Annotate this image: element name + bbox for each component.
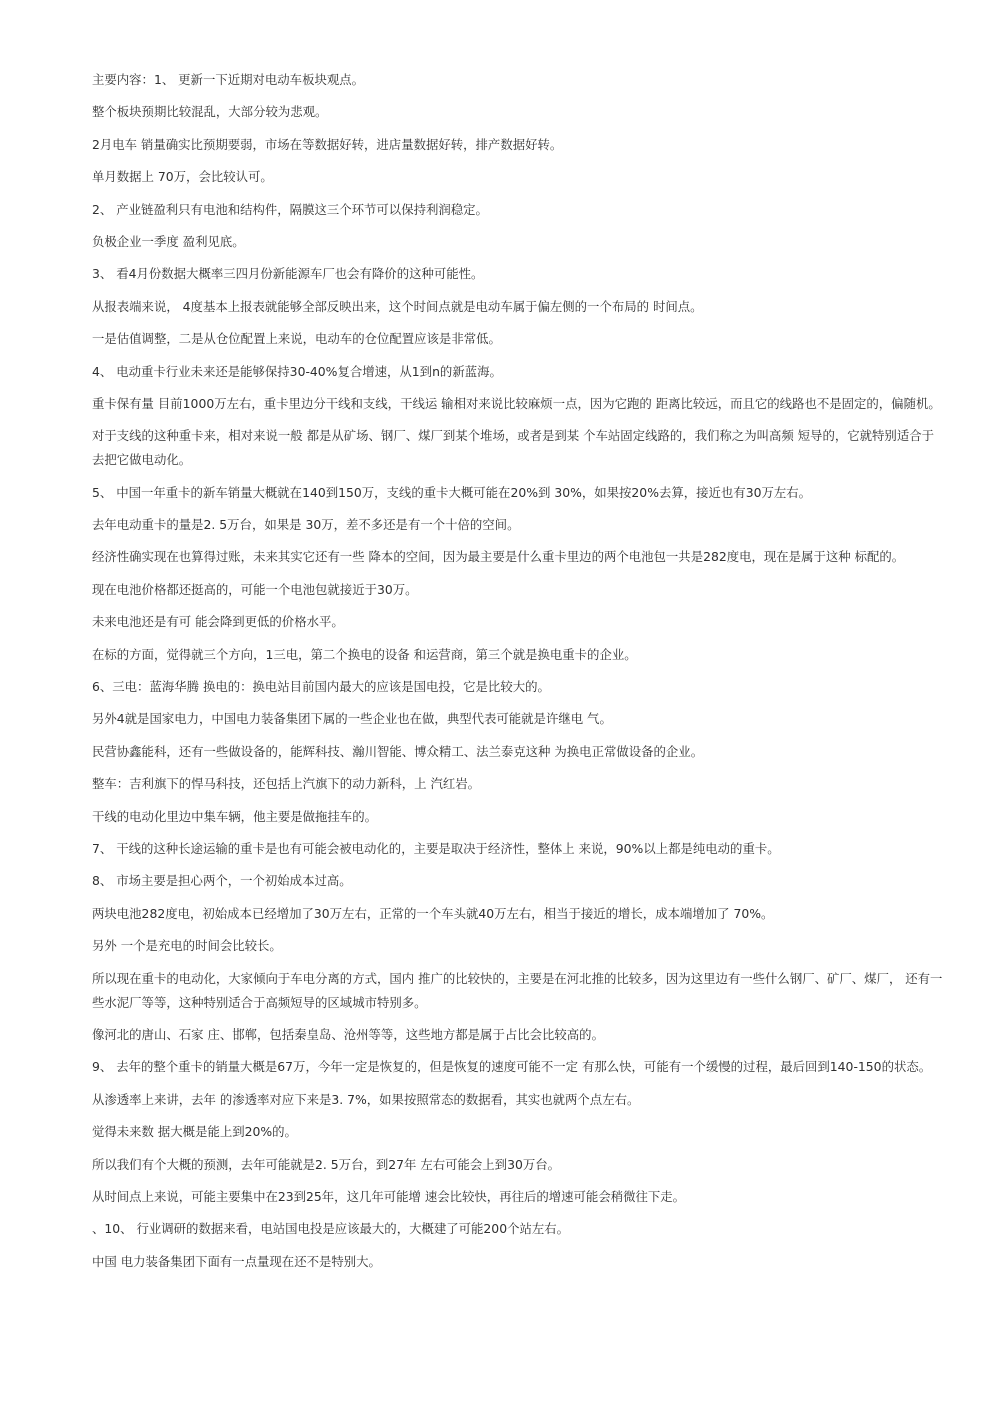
paragraph: 所以我们有个大概的预测，去年可能就是2. 5万台，到27年 左右可能会上到30万台。	[92, 1156, 561, 1172]
paragraph: 未来电池还是有可 能会降到更低的价格水平。	[92, 614, 344, 630]
paragraph: 负极企业一季度 盈利见底。	[92, 233, 245, 249]
paragraph: 重卡保有量 目前1000万左右，重卡里边分干线和支线，干线运 输相对来说比较麻烦一点，因为它跑的 距离比较远，而且它的线路也不是固定的，偏随机。	[92, 395, 941, 411]
paragraph: 单月数据上 70万，会比较认可。	[92, 169, 273, 185]
paragraph: 另外4就是国家电力，中国电力装备集团下属的一些企业也在做，典型代表可能就是许继电 气。	[92, 711, 612, 727]
paragraph: 4、 电动重卡行业未来还是能够保持30-40%复合增速，从1到n的新蓝海。	[92, 363, 502, 379]
paragraph: 像河北的唐山、石家 庄、邯郸，包括秦皇岛、沧州等等，这些地方都是属于占比会比较高的。	[92, 1026, 604, 1042]
paragraph: 经济性确实现在也算得过账，未来其实它还有一些 降本的空间，因为最主要是什么重卡里边的两个电池包一共是282度电，现在是属于这种 标配的。	[92, 549, 905, 565]
paragraph: 现在电池价格都还挺高的，可能一个电池包就接近于30万。	[92, 581, 418, 597]
paragraph: 从报表端来说， 4度基本上报表就能够全部反映出来，这个时间点就是电动车属于偏左侧的一个布局的 时间点。	[92, 298, 703, 314]
paragraph: 所以现在重卡的电动化，大家倾向于车电分离的方式，国内 推广的比较快的，主要是在河北推的比较多，因为这里边有一些什么钢厂、矿厂、煤厂， 还有一些水泥厂等等，这种特别适合于高频短导的区域城市特别多。	[92, 970, 943, 1010]
paragraph: 从渗透率上来讲，去年 的渗透率对应下来是3. 7%，如果按照常态的数据看，其实也就两个点左右。	[92, 1091, 640, 1107]
paragraph: 7、 干线的这种长途运输的重卡是也有可能会被电动化的，主要是取决于经济性，整体上 来说，90%以上都是纯电动的重卡。	[92, 840, 780, 856]
paragraph: 9、 去年的整个重卡的销量大概是67万，今年一定是恢复的，但是恢复的速度可能不一定 有那么快，可能有一个缓慢的过程，最后回到140-150的状态。	[92, 1059, 932, 1075]
paragraph: 从时间点上来说，可能主要集中在23到25年，这几年可能增 速会比较快，再往后的增速可能会稍微往下走。	[92, 1188, 686, 1204]
paragraph: 3、 看4月份数据大概率三四月份新能源车厂也会有降价的这种可能性。	[92, 266, 484, 282]
paragraph: 2、 产业链盈利只有电池和结构件，隔膜这三个环节可以保持利润稳定。	[92, 201, 488, 217]
paragraph: 觉得未来数 据大概是能上到20%的。	[92, 1124, 297, 1140]
paragraph: 另外 一个是充电的时间会比较长。	[92, 938, 282, 954]
paragraph: 整个板块预期比较混乱，大部分较为悲观。	[92, 104, 328, 120]
paragraph: 两块电池282度电，初始成本已经增加了30万左右，正常的一个车头就40万左右，相当于接近的增长，成本端增加了 70%。	[92, 905, 774, 921]
paragraph: 整车：吉利旗下的悍马科技，还包括上汽旗下的动力新科，上 汽红岩。	[92, 776, 481, 792]
paragraph: 主要内容：1、 更新一下近期对电动车板块观点。	[92, 72, 365, 87]
paragraph: 、10、 行业调研的数据来看，电站国电投是应该最大的，大概建了可能200个站左右。	[92, 1221, 570, 1237]
paragraph: 6、三电：蓝海华腾 换电的：换电站目前国内最大的应该是国电投，它是比较大的。	[92, 679, 550, 695]
paragraph: 一是估值调整，二是从仓位配置上来说，电动车的仓位配置应该是非常低。	[92, 331, 501, 347]
paragraph: 中国 电力装备集团下面有一点量现在还不是特别大。	[92, 1253, 381, 1269]
paragraph: 去年电动重卡的量是2. 5万台，如果是 30万，差不多还是有一个十倍的空间。	[92, 517, 520, 533]
paragraph: 在标的方面，觉得就三个方向，1三电，第二个换电的设备 和运营商，第三个就是换电重卡的企业。	[92, 646, 637, 662]
paragraph: 2月电车 销量确实比预期要弱，市场在等数据好转，进店量数据好转，排产数据好转。	[92, 136, 563, 152]
paragraph: 5、 中国一年重卡的新车销量大概就在140到150万，支线的重卡大概可能在20%到 30%，如果按20%去算，接近也有30万左右。	[92, 484, 812, 500]
paragraph: 民营协鑫能科，还有一些做设备的，能辉科技、瀚川智能、博众精工、法兰泰克这种 为换电正常做设备的企业。	[92, 743, 704, 759]
paragraph: 8、 市场主要是担心两个，一个初始成本过高。	[92, 873, 352, 889]
paragraph: 对于支线的这种重卡来，相对来说一般 都是从矿场、钢厂、煤厂到某个堆场，或者是到某 个车站固定线路的，我们称之为叫高频 短导的，它就特别适合于去把它做电动化。	[92, 428, 934, 468]
paragraph: 干线的电动化里边中集车辆，他主要是做拖挂车的。	[92, 808, 377, 824]
